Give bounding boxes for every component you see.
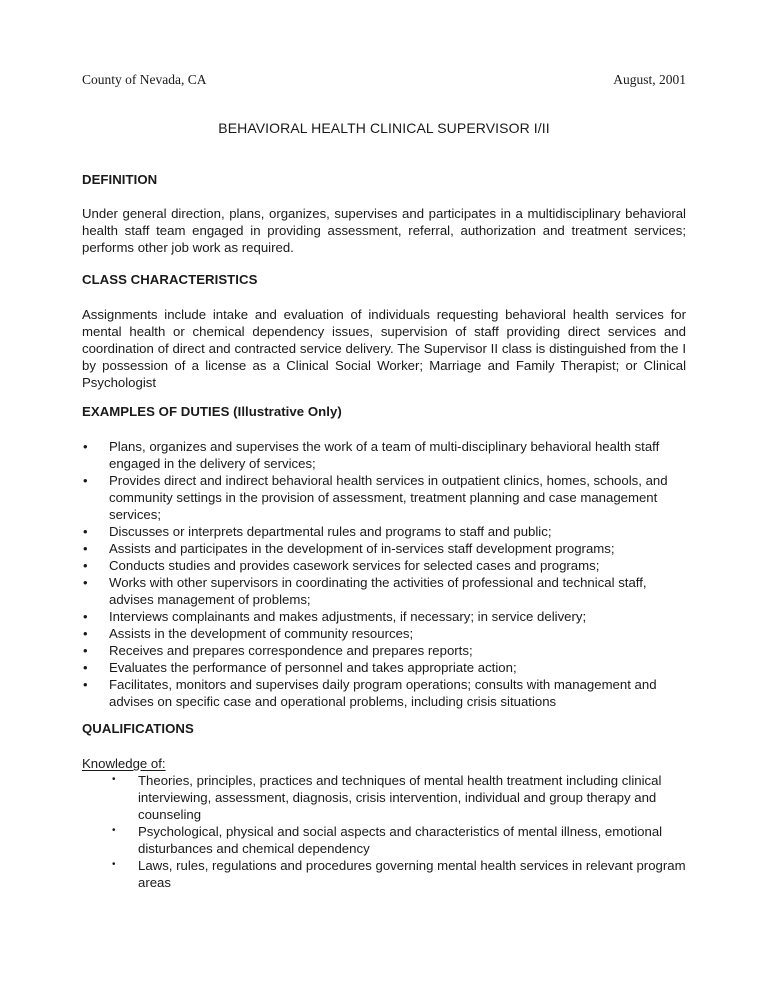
duty-list-item: • Plans, organizes and supervises the work of a team of multi-disciplinary behavioral health staff engaged in the delivery of services; [82,438,686,472]
knowledge-list-item: • Psychological, physical and social aspects and characteristics of mental illness, emotional disturbances and chemical dependency [110,823,714,857]
duties-list [82,438,686,710]
duty-list-item: • Interviews complainants and makes adjustments, if necessary; in service delivery; [82,608,686,625]
subheading-knowledge-of-label: Knowledge of: [82,756,166,771]
knowledge-list-item: • Theories, principles, practices and techniques of mental health treatment including clinical interviewing, assessment, diagnosis, crisis intervention, individual and group therapy and counseling [110,772,714,823]
duty-list-item: • Facilitates, monitors and supervises daily program operations; consults with management and advises on specific case and operational problems, including crisis situations [82,676,686,710]
page-header [82,72,686,88]
section-heading-qualifications: QUALIFICATIONS [82,721,194,736]
knowledge-of-list [82,772,714,891]
knowledge-list-item: • Laws, rules, regulations and procedures governing mental health services in relevant program areas [110,857,714,891]
duty-list-item: • Assists and participates in the development of in-services staff development programs; [82,540,686,557]
header-date: August, 2001 [613,72,686,87]
section-heading-examples-of-duties: EXAMPLES OF DUTIES (Illustrative Only) [82,404,342,419]
duty-list-item: • Conducts studies and provides casework services for selected cases and programs; [82,557,686,574]
section-body-definition: Under general direction, plans, organizes, supervises and participates in a multidisciplinary behavioral health staff team engaged in providing assessment, referral, authorization and treatment services; performs other job work as required. [82,206,686,255]
duty-list-item: • Receives and prepares correspondence and prepares reports; [82,642,686,659]
section-heading-class-characteristics: CLASS CHARACTERISTICS [82,272,258,287]
duty-list-item: • Works with other supervisors in coordinating the activities of professional and technical staff, advises management of problems; [82,574,686,608]
duty-list-item: • Discusses or interprets departmental rules and programs to staff and public; [82,523,686,540]
section-heading-definition: DEFINITION [82,172,158,187]
duty-list-item: • Evaluates the performance of personnel and takes appropriate action; [82,659,686,676]
header-jurisdiction: County of Nevada, CA [82,72,207,87]
section-body-class-characteristics: Assignments include intake and evaluation of individuals requesting behavioral health services for mental health or chemical dependency issues, supervision of staff providing direct services and coordination of direct and contracted service delivery. The Supervisor II class is distinguished from the I by possession of a license as a Clinical Social Worker; Marriage and Family Therapist; or Clinical Psychologist [82,307,686,390]
subheading-knowledge-of [82,755,686,772]
duty-list-item: • Assists in the development of community resources; [82,625,686,642]
duty-list-item: • Provides direct and indirect behavioral health services in outpatient clinics, homes, schools, and community settings in the provision of assessment, treatment planning and case management services; [82,472,686,523]
document-title: BEHAVIORAL HEALTH CLINICAL SUPERVISOR I/II [218,120,550,136]
